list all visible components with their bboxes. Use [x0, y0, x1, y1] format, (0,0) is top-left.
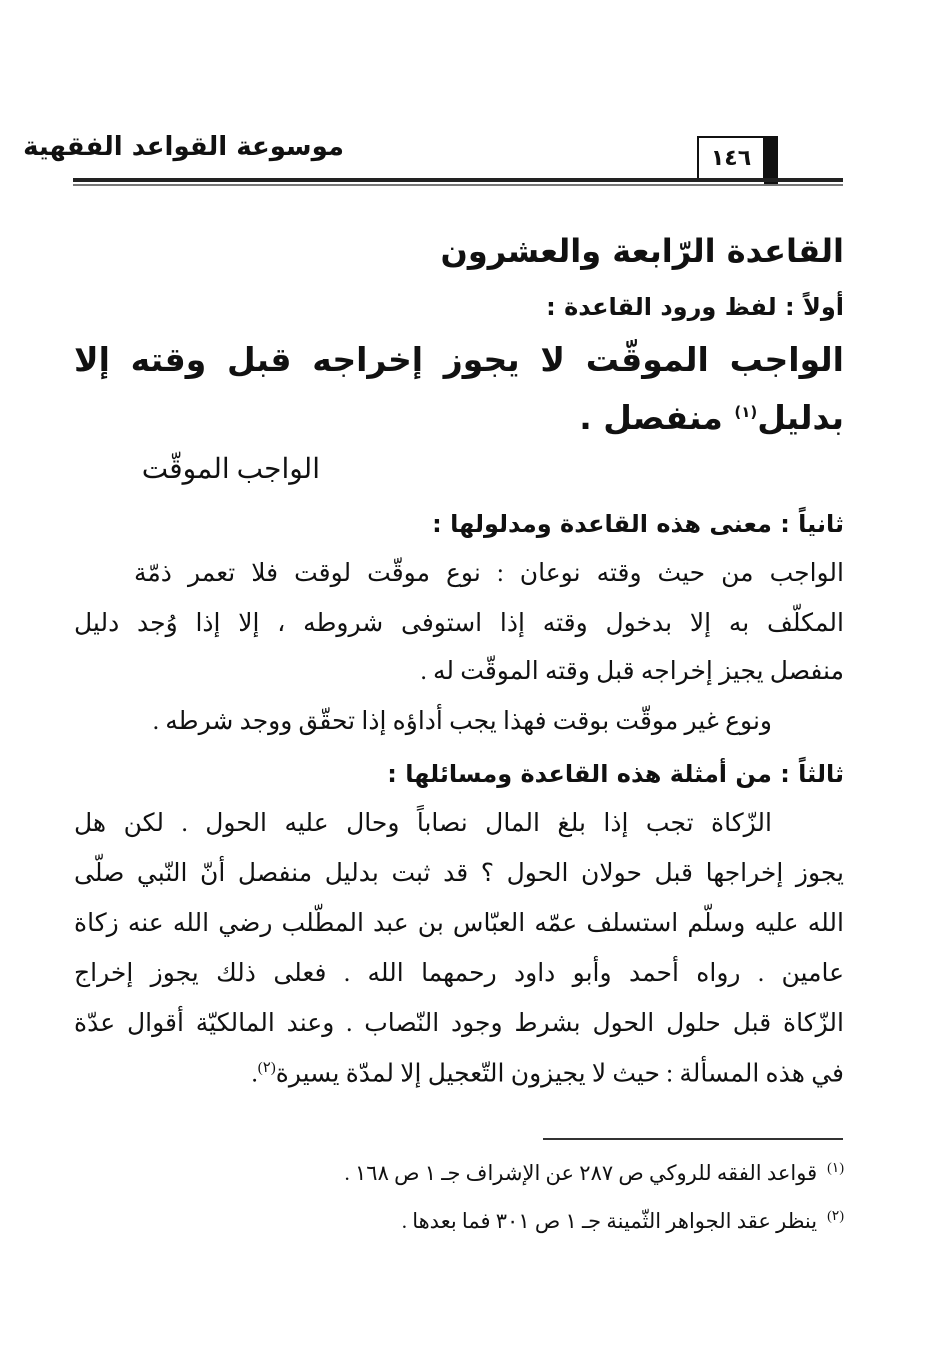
meaning-line-2: المكلّف به إلا بدخول وقته إذا استوفى شروطه ، إلا إذا وُجد دليل: [74, 610, 844, 637]
example-line-3: الله عليه وسلّم استسلف عمّه العبّاس بن عبد المطّلب رضي الله عنه زكاة: [74, 910, 844, 937]
example-line-6: [251, 1058, 844, 1088]
example-line-4: عامين . رواه أحمد وأبو داود رحمهما الله . فعلى ذلك يجوز إخراج: [74, 960, 844, 987]
example-line-5: الزّكاة قبل حلول الحول بشرط وجود النّصاب . وعند المالكيّة أقوال عدّة: [74, 1010, 844, 1037]
header-rule: [73, 178, 843, 182]
example-last-text: في هذه المسألة : حيث لا يجيزون التّعجيل إلا لمدّة يسيرة: [275, 1060, 844, 1088]
meaning-line-4: ونوع غير موقّت بوقت فهذا يجب أداؤه إذا تحقّق ووجد شرطه .: [152, 708, 772, 735]
rule-text-line-1: الواجب الموقّت لا يجوز إخراجه قبل وقته إلا: [74, 340, 844, 379]
rule-text-line-2: [579, 398, 844, 437]
footnote-1: [345, 1160, 844, 1186]
rule-text-start: بدليل: [757, 398, 844, 437]
footnote-rule: [543, 1138, 843, 1140]
footnote-ref-2: (٢): [257, 1060, 276, 1076]
footnote-1-text: قواعد الفقه للروكي ص ٢٨٧ عن الإشراف جـ ١ ص ١٦٨ .: [344, 1161, 818, 1185]
example-line-1: الزّكاة تجب إذا بلغ المال نصاباً وحال عليه الحول . لكن هل: [74, 810, 772, 837]
first-label: أولاً : لفظ ورود القاعدة :: [546, 293, 844, 321]
example-last-end: .: [251, 1060, 258, 1088]
footnote-2: [402, 1208, 844, 1234]
running-title: موسوعة القواعد الفقهية: [23, 132, 344, 162]
footnote-1-mark: (١): [827, 1161, 844, 1176]
meaning-line-1: الواجب من حيث وقته نوعان : نوع موقّت لوقت فلا تعمر ذمّة: [134, 560, 844, 587]
header-rule-thin: [73, 184, 843, 186]
section-heading: القاعدة الرّابعة والعشرون: [440, 232, 844, 270]
short-form: الواجب الموقّت: [141, 454, 320, 485]
second-label: ثانياً : معنى هذه القاعدة ومدلولها :: [432, 510, 844, 538]
footnote-ref-1: (١): [734, 403, 758, 421]
third-label: ثالثاً : من أمثلة هذه القاعدة ومسائلها :: [387, 760, 844, 788]
footnote-2-mark: (٢): [827, 1209, 844, 1224]
footnote-2-text: ينظر عقد الجواهر الثّمينة جـ ١ ص ٣٠١ فما بعدها .: [401, 1209, 818, 1233]
page-number: ١٤٦: [697, 136, 765, 180]
example-line-2: يجوز إخراجها قبل حولان الحول ؟ قد ثبت بدليل منفصل أنّ النّبي صلّى: [74, 860, 844, 887]
rule-text-end: منفصل .: [579, 398, 735, 437]
meaning-line-3: منفصل يجيز إخراجه قبل وقته الموقّت له .: [420, 658, 844, 685]
